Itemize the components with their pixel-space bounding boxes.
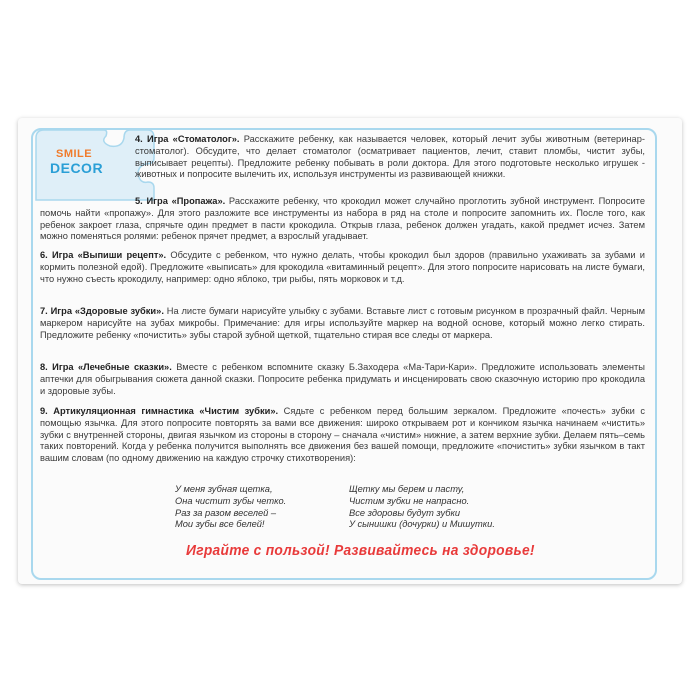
poem-line: Она чистит зубы четко. (175, 495, 287, 506)
game-7-text: На листе бумаги нарисуйте улыбку с зубами. Вставьте лист с готовым рисунком в прозрачный файл. Черным маркером нарисуйте на зубах микробы. Примечание: для игры используйте маркер на водной основе, который можно легко стирать. Предложите ребенку «почистить» зубы старой зубной щеткой, тщательно стирая все следы от маркера. (40, 306, 645, 340)
poem-line: Чистим зубки не напрасно. (349, 495, 470, 506)
game-9-title: 9. Артикуляционная гимнастика «Чистим зубки». (40, 406, 279, 416)
game-8-paragraph (40, 362, 645, 397)
game-7-paragraph (40, 306, 645, 341)
logo-smile-text: SMILE (56, 148, 93, 160)
logo-decor-letters: DECOR (50, 160, 104, 176)
game-4-paragraph (135, 134, 645, 181)
game-8-text: Вместе с ребенком вспомните сказку Б.Заходера «Ма-Тари-Кари». Предложите использовать элементы аптечки для обыгрывания сюжета данной сказки. Попросите ребенка придумать и инсценировать свою сказочную историю про крокодила и здоровые зубы. (40, 362, 645, 396)
poem-line: Щетку мы берем и пасту, (349, 484, 465, 494)
game-9-text: Сядьте с ребенком перед большим зеркалом. Предложите «почесть» зубки с помощью язычка. Для этого попросите повторять за вами все движения: широко открываем рот и кончиком язычка начинаем «чистить» зубки с внутренней стороны, двигая язычком из стороны в сторону – сначала «чистим» нижние, а затем верхние зубки. Делаем пять–семь таких повторений. Когда у ребенка получится выполнять все движения без вашей помощи, предложите «почистить» зубки язычком в такт вашим словам (по одному движению на каждую строчку стихотворения): (40, 406, 645, 464)
poem-line: Раз за разом веселей – (175, 507, 277, 518)
poem-line: У меня зубная щетка, (175, 484, 273, 494)
poem-line: Все здоровы будут зубки (349, 507, 461, 518)
poem-right (349, 484, 495, 531)
game-4-title: 4. Игра «Стоматолог». (135, 134, 240, 144)
game-9-paragraph (40, 406, 645, 465)
game-6-text: Обсудите с ребенком, что нужно делать, чтобы крокодил был здоров (правильно ухаживать за зубами и кормить полезной едой). Предложите «выписать» для крокодила «витаминный рецепт». Для этого попросите нарисовать на листе бумаги, что нужно съесть крокодилу, например: одно яблоко, три рыбы, пять морковок и т.д. (40, 250, 645, 284)
game-5-paragraph (40, 196, 645, 243)
game-4-text: Расскажите ребенку, как называется человек, который лечит зубы животным (ветеринар-стоматолог). Обсудите, что делает стоматолог (осматривает пациентов, лечит, ставит пломбы, чистит зубы, выписывает рецепты). Предложите ребенку побывать в роли доктора. Для этого подготовьте несколько игрушек - животных и попросите вылечить их, используя инструменты из развивающей книжки. (135, 134, 645, 180)
game-6-paragraph (40, 250, 645, 285)
poem-left (175, 484, 286, 531)
poem-line: У сынишки (дочурки) и Мишутки. (349, 519, 495, 530)
game-8-title: 8. Игра «Лечебные сказки». (40, 362, 172, 372)
slogan: Играйте с пользой! Развивайтесь на здоровье! (186, 542, 535, 559)
brand-logo (50, 148, 110, 184)
poem-line: Мои зубы все белей! (175, 519, 265, 530)
game-7-title: 7. Игра «Здоровые зубки». (40, 306, 164, 316)
game-5-title: 5. Игра «Пропажа». (135, 196, 226, 206)
logo-decor-text (50, 160, 103, 176)
game-6-title: 6. Игра «Выпиши рецепт». (40, 250, 167, 260)
game-5-text: Расскажите ребенку, что крокодил может случайно проглотить зубной инструмент. Попросите помочь найти «пропажу». Для этого разложите все инструменты из набора в ряд на столе и попросите запомнить их. После того, как ребенок закроет глаза, спрячьте один предмет в пасти крокодила. Открыв глаза, ребенок должен угадать, какой предмет исчез. Затем можно поменяться ролями: ребенок прячет предмет, а взрослый угадывает. (40, 196, 645, 242)
